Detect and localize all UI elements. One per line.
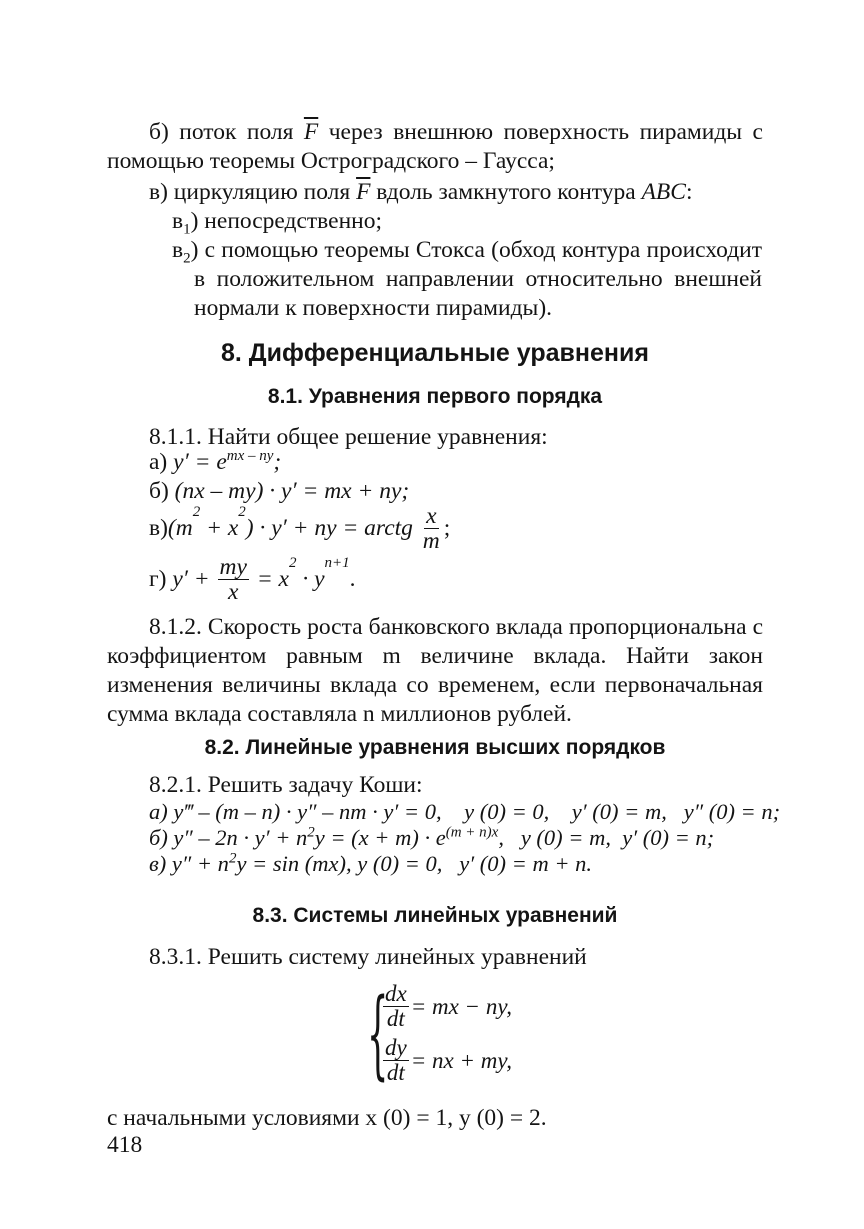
eq-v-num: x [426, 502, 437, 529]
section-8-1-title: 8.1. Уравнения первого порядка [267, 385, 603, 408]
row2-num: dy [385, 1035, 407, 1060]
eq821v-sup: 2 [228, 850, 237, 867]
eq-g-fraction [218, 555, 249, 604]
row2-den: dt [386, 1060, 405, 1085]
eq821b-pre: б) y″ – 2n · y′ + n [149, 825, 308, 850]
section-8-title: 8. Дифференциальные уравнения [221, 339, 649, 367]
item-v1-sub: 1 [183, 221, 191, 238]
eq-a-lhs: y′ = e [173, 449, 227, 475]
item-b-pre: б) поток поля [149, 119, 304, 145]
item-v1-text: ) непосредственно; [190, 208, 383, 234]
problem-8-1-2: 8.1.2. Скорость роста банковского вклада пропорциональна с коэффициентом равным m величине вклада. Найти закон изменения величины вклада со временем, если первоначальная сумма вклада составляла n миллионов рублей. [107, 614, 763, 727]
row1-rhs: = mx − ny, [410, 993, 513, 1019]
system-row-2-fraction [383, 1036, 409, 1085]
contour-abc: ABC [641, 179, 686, 205]
problem-8-1-1: 8.1.1. Найти общее решение уравнения: [149, 424, 548, 450]
problem-8-2-1: 8.2.1. Решить задачу Коши: [149, 772, 423, 798]
eq821v-post: y = sin (mx), y (0) = 0, y′ (0) = m + n. [236, 851, 592, 876]
system-brace: { [367, 978, 389, 1090]
eq-g-num: my [219, 553, 247, 580]
equation-8-1-1-a [149, 448, 805, 477]
eq-g-left: y′ + [172, 565, 216, 592]
system-row-1-fraction [383, 982, 409, 1031]
eq-a-end: ; [273, 449, 282, 475]
equation-8-2-1-v [149, 849, 769, 878]
item-v2-label: в [172, 237, 184, 263]
problem-8-3-1: 8.3.1. Решить систему линейных уравнений [149, 944, 587, 970]
eq-a-label: а) [149, 449, 174, 475]
eq821b-sup2: (m + n)x [445, 824, 499, 841]
eq-v-plus: + x [200, 514, 239, 541]
item-v-pre: в) циркуляцию поля [149, 179, 357, 205]
eq-g-den: x [228, 578, 239, 605]
eq-b-label: б) [149, 478, 175, 504]
item-b-post: через внешнюю поверхность пирамиды с помощью теоремы Остроградского – Гаусса; [107, 119, 763, 174]
item-v-circulation [107, 178, 763, 207]
system-row-2 [381, 1036, 512, 1085]
eq821b-sup1: 2 [307, 824, 315, 841]
section-8-3-title: 8.3. Системы линейных уравнений [252, 904, 618, 927]
section-8-2-title: 8.2. Линейные уравнения высших порядков [204, 736, 666, 759]
eq-v-rest: ) · y′ + ny = arctg [245, 514, 419, 541]
eq821b-post: , y (0) = m, y′ (0) = n; [498, 825, 715, 850]
item-v1-label: в [172, 208, 184, 234]
eq821b-mid: y = (x + m) · e [314, 825, 446, 850]
eq-v-end: ; [443, 514, 451, 541]
item-v1 [172, 207, 762, 236]
item-v2 [172, 236, 762, 323]
item-b-flux [107, 118, 763, 176]
eq-a-exponent: mx – ny [226, 448, 274, 465]
eq-v-fraction [421, 504, 442, 553]
row1-num: dx [385, 981, 407, 1006]
equation-8-1-1-v: в) (m 2 + x 2 ) · y′ + ny = arctg $\frac{x}{m}$ ; [149, 502, 451, 554]
item-v-end: : [685, 179, 693, 205]
field-vector-f-2: $\overline{F}$ [356, 179, 371, 205]
eq-v-label: в) [149, 514, 168, 541]
eq-g-end: . [349, 565, 356, 592]
item-v-mid: вдоль замкнутого контура [370, 179, 642, 205]
item-v2-sub: 2 [183, 250, 191, 267]
eq-g-rhs: = x [250, 565, 289, 592]
equation-system [367, 980, 567, 1090]
equation-8-1-1-g: г) y′ + $\frac{my}{x}$ = x 2 · y n+1 . [149, 553, 356, 605]
eq-b-expr: (nx – my) · y′ = mx + ny; [174, 478, 410, 504]
eq-g-dot: · y [296, 565, 325, 592]
eq821v-pre: в) y″ + n [149, 851, 229, 876]
row2-rhs: = nx + my, [410, 1047, 513, 1073]
initial-conditions: с начальными условиями x (0) = 1, y (0) = 2. [107, 1105, 547, 1131]
eq-v-den: m [422, 527, 440, 554]
equation-8-2-1-a: а) y‴ – (m – n) · y″ – nm · y′ = 0, y (0) = 0, y′ (0) = m, y″ (0) = n; [149, 799, 781, 824]
field-vector-f: $\overline{F}$ [303, 119, 319, 145]
row1-den: dt [386, 1006, 405, 1031]
eq-g-label: г) [149, 565, 173, 592]
item-v2-text: ) с помощью теоремы Стокса (обход контура происходит в положительном направлении относительно внешней нормали к поверхности пирамиды). [190, 237, 762, 321]
equation-8-2-1-b [149, 823, 769, 852]
eq-v-left: (m [167, 514, 193, 541]
system-row-1 [381, 982, 512, 1031]
page-number: 418 [107, 1132, 143, 1158]
